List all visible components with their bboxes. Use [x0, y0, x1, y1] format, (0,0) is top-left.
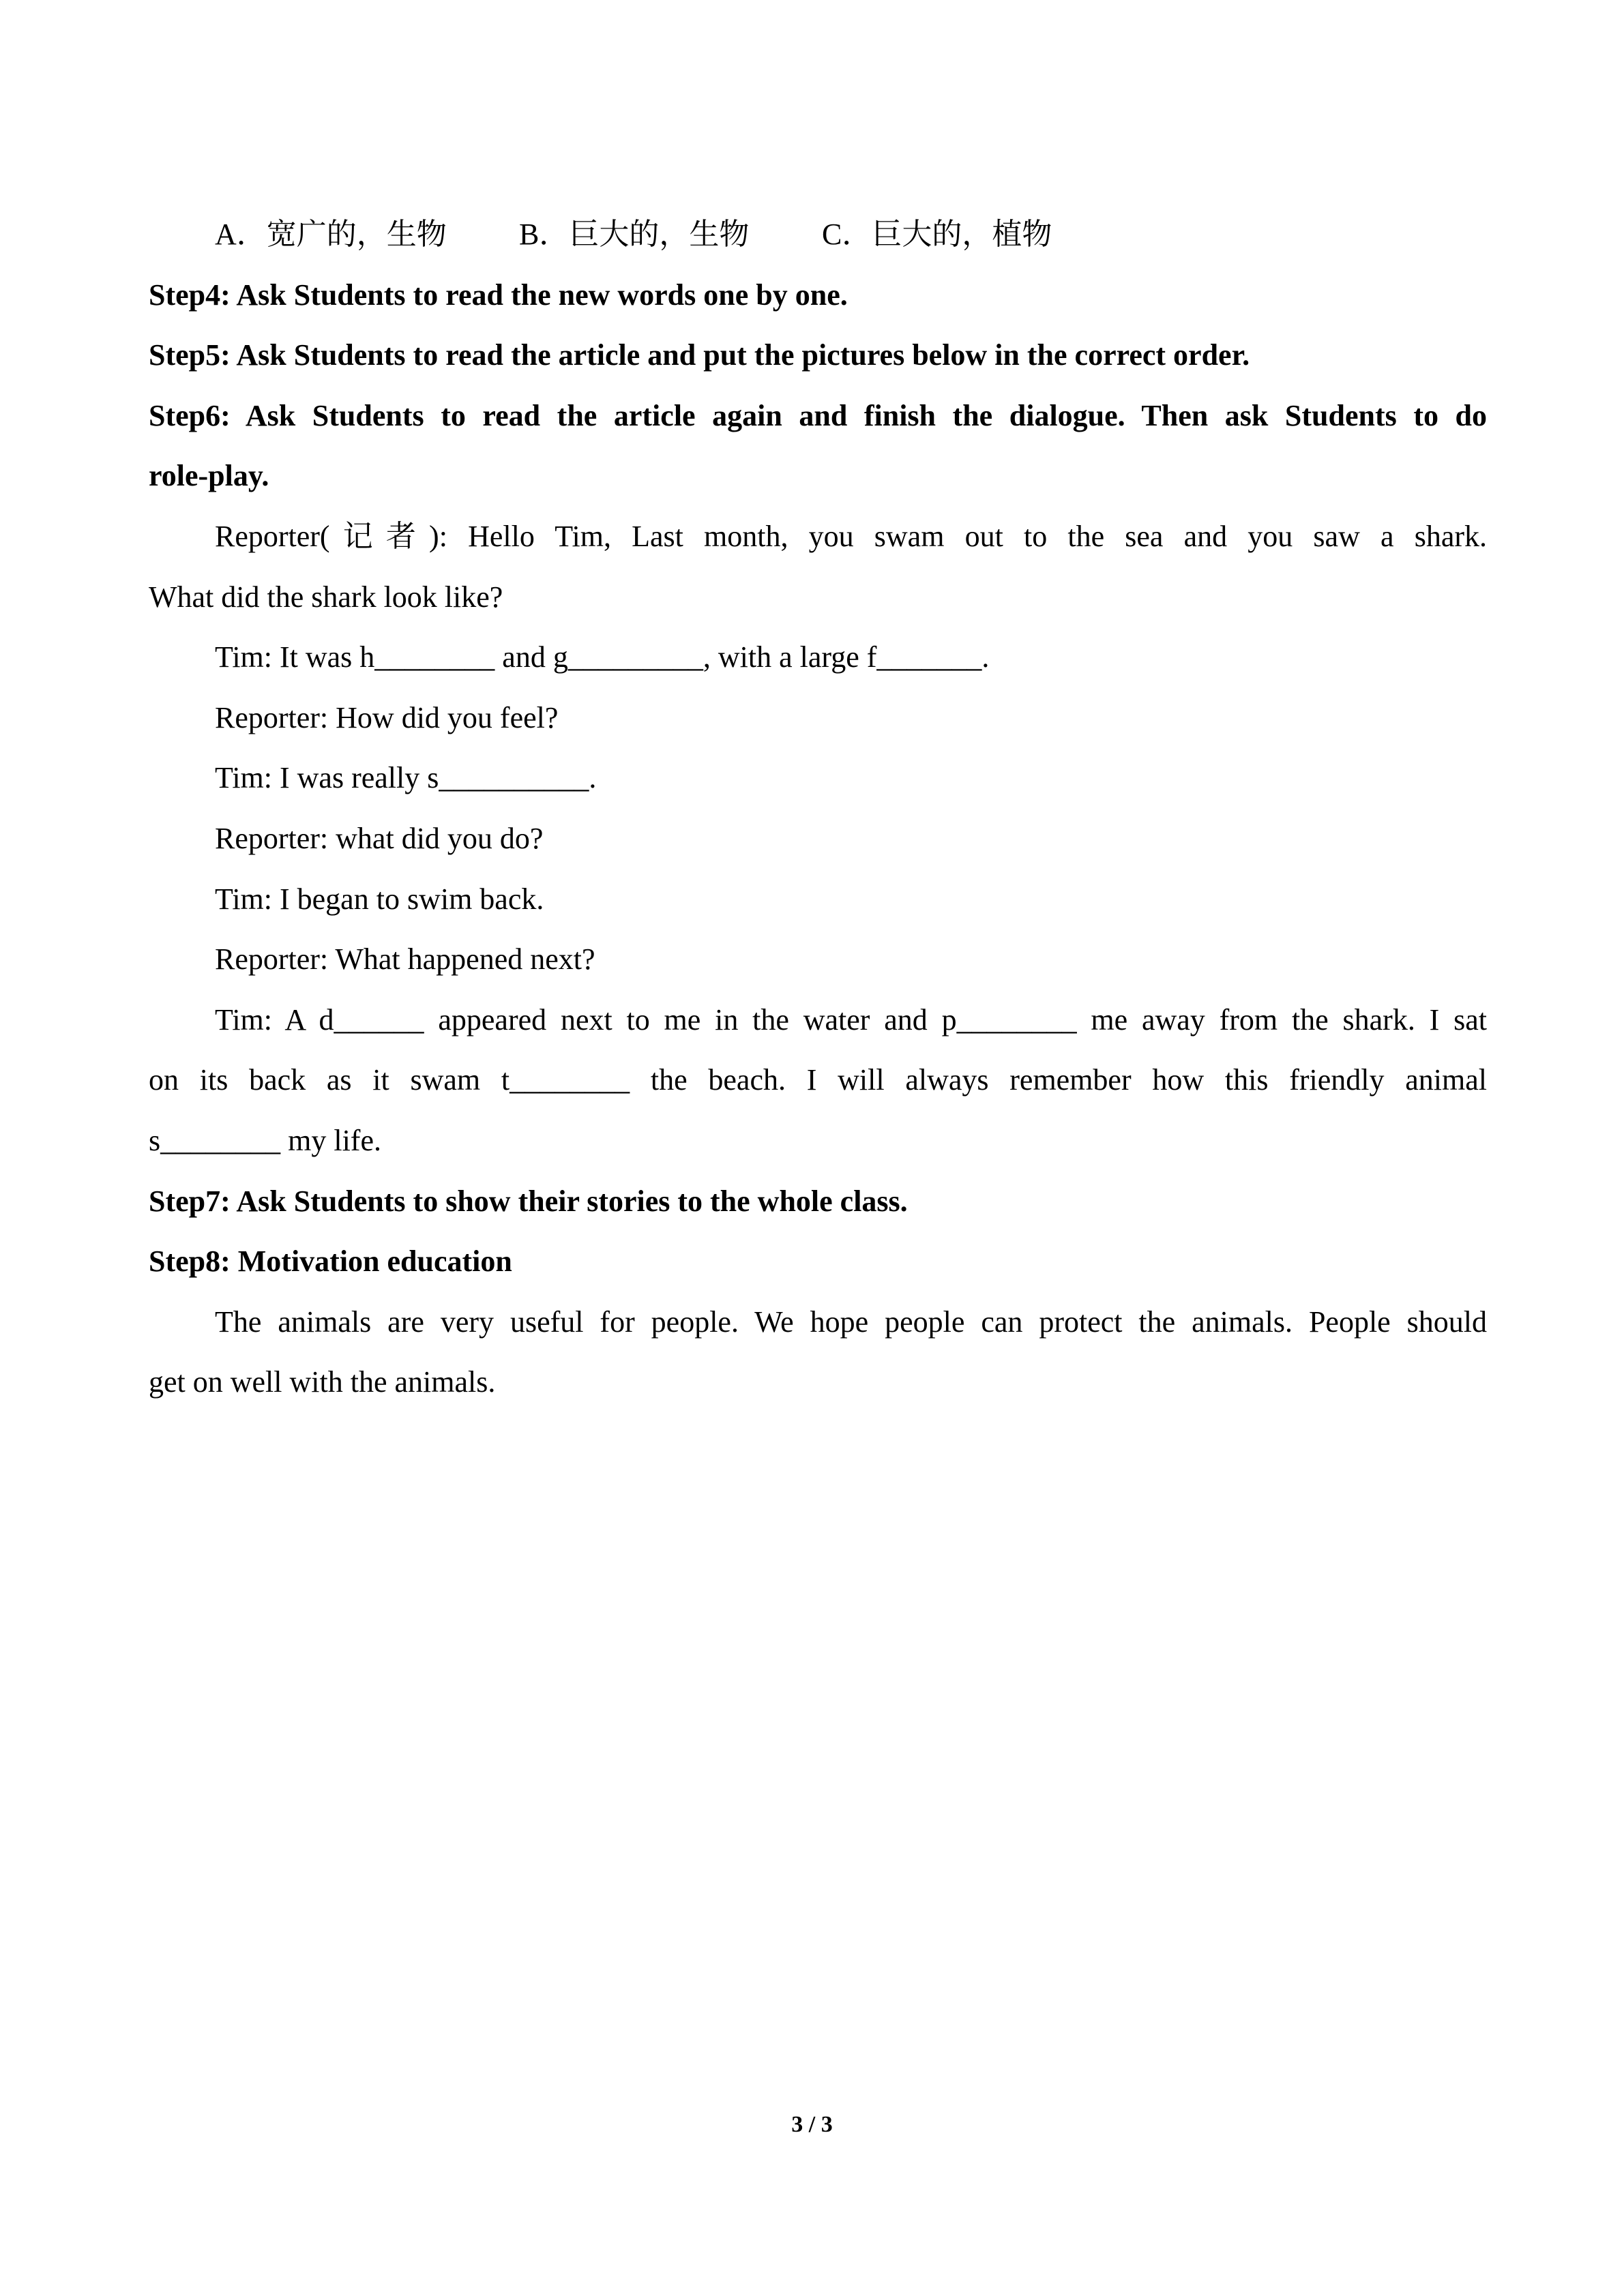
answer-options — [149, 205, 1487, 265]
dialogue-tim-2: Tim: I was really s__________. — [215, 761, 597, 795]
motivation-paragraph-line2: get on well with the animals. — [149, 1365, 496, 1399]
dialogue-tim-1: Tim: It was h________ and g_________, with a large f_______. — [215, 640, 990, 674]
dialogue-reporter-1-line2: What did the shark look like? — [149, 580, 503, 614]
dialogue-reporter-2: Reporter: How did you feel? — [215, 700, 559, 734]
step7-heading: Step7: Ask Students to show their stories to the whole class. — [149, 1184, 908, 1218]
option-c: C．巨大的，植物 — [822, 218, 1052, 251]
dialogue-reporter-3: Reporter: what did you do? — [215, 821, 544, 855]
document-body — [149, 205, 1487, 1413]
step6-heading-line2: role-play. — [149, 459, 269, 493]
dialogue-reporter-4: Reporter: What happened next? — [215, 942, 595, 976]
step6-heading-line1: Step6: Ask Students to read the article again and finish the dialogue. Then ask Students to do — [149, 398, 1487, 432]
dialogue-reporter-1-line1: Reporter(记者): Hello Tim, Last month, you swam out to the sea and you saw a shark. — [215, 519, 1487, 553]
step4-heading: Step4: Ask Students to read the new words one by one. — [149, 278, 848, 312]
motivation-paragraph-line1: The animals are very useful for people. We hope people can protect the animals. People should — [215, 1304, 1487, 1339]
dialogue-tim-4-line2: on its back as it swam t________ the beach. I will always remember how this friendly animal — [149, 1063, 1487, 1097]
option-b: B．巨大的，生物 — [519, 218, 750, 251]
page-number: 3 / 3 — [791, 2112, 833, 2137]
dialogue-tim-4-line3: s________ my life. — [149, 1123, 381, 1157]
option-a: A．宽广的，生物 — [215, 218, 447, 251]
step5-heading: Step5: Ask Students to read the article and put the pictures below in the correct order. — [149, 338, 1250, 372]
dialogue-tim-4-line1: Tim: A d______ appeared next to me in the water and p________ me away from the shark. I sat — [215, 1002, 1487, 1037]
dialogue-tim-3: Tim: I began to swim back. — [215, 882, 544, 916]
step8-heading: Step8: Motivation education — [149, 1244, 512, 1279]
